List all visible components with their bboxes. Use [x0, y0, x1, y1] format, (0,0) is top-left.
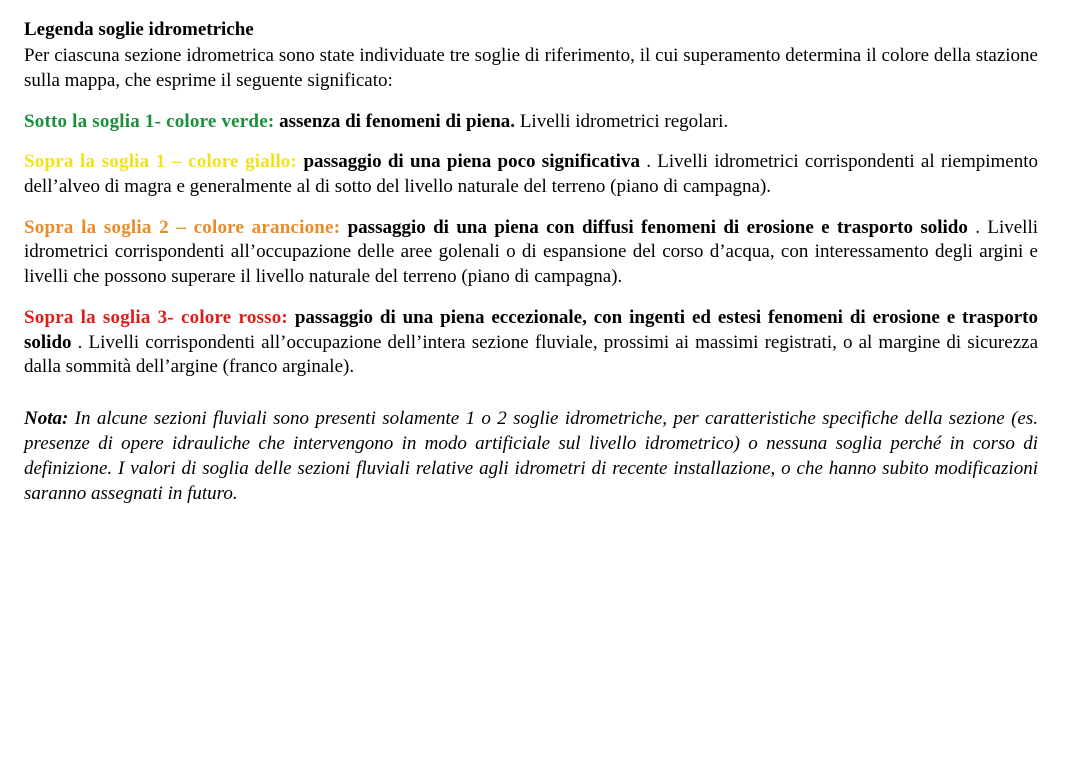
spacer: [24, 200, 1038, 216]
threshold-4-paragraph: [24, 306, 1038, 380]
note-label: Nota:: [24, 407, 69, 429]
threshold-2-heading: Sopra la soglia 1 – colore giallo:: [24, 151, 298, 173]
threshold-4-bold-lead: passaggio di una piena eccezionale, con ingenti ed estesi fenomeni di erosione e trasporto solido: [24, 306, 1038, 353]
threshold-3-paragraph: [24, 216, 1038, 290]
spacer: [24, 134, 1038, 150]
threshold-1-paragraph: [24, 110, 1038, 135]
spacer: [24, 290, 1038, 306]
note-text: In alcune sezioni fluviali sono presenti solamente 1 o 2 soglie idrometriche, per caratteristiche specifiche della sezione (es. presenze di opere idrauliche che intervengono in modo artificiale sul livello idrometrico) o nessuna soglia perché in corso di definizione. I valori di soglia delle sezioni fluviali relative agli idrometri di recente installazione, o che hanno subito modificazioni saranno assegnati in futuro.: [24, 407, 1038, 505]
threshold-3-heading: Sopra la soglia 2 – colore arancione:: [24, 216, 341, 238]
threshold-2-paragraph: [24, 150, 1038, 199]
threshold-3-bold-lead: passaggio di una piena con diffusi fenomeni di erosione e trasporto solido: [347, 216, 968, 238]
note-paragraph: [24, 406, 1038, 506]
threshold-3-body: . Livelli idrometrici corrispondenti all’occupazione delle aree golenali o di espansione del corso d’acqua, con interessamento degli argini e livelli che possono superare il livello naturale del terreno (piano di campagna).: [24, 216, 1038, 288]
threshold-2-bold-lead: passaggio di una piena poco significativa: [303, 151, 640, 173]
threshold-4-heading: Sopra la soglia 3- colore rosso:: [24, 306, 288, 328]
threshold-2-body: . Livelli idrometrici corrispondenti al riempimento dell’alveo di magra e generalmente al di sotto del livello naturale del terreno (piano di campagna).: [24, 151, 1039, 198]
threshold-1-heading: Sotto la soglia 1- colore verde:: [24, 110, 275, 132]
page-title: Legenda soglie idrometriche: [24, 19, 254, 40]
threshold-1-bold-lead: assenza di fenomeni di piena.: [279, 110, 516, 132]
threshold-1-body: Livelli idrometrici regolari.: [519, 110, 729, 132]
spacer: [24, 380, 1038, 406]
spacer: [24, 94, 1038, 110]
intro-paragraph: Per ciascuna sezione idrometrica sono state individuate tre soglie di riferimento, il cui superamento determina il colore della stazione sulla mappa, che esprime il seguente significato:: [24, 45, 1038, 91]
threshold-4-body: . Livelli corrispondenti all’occupazione dell’intera sezione fluviale, prossimi ai massimi registrati, o al margine di sicurezza dalla sommità dell’argine (franco arginale).: [24, 331, 1038, 378]
